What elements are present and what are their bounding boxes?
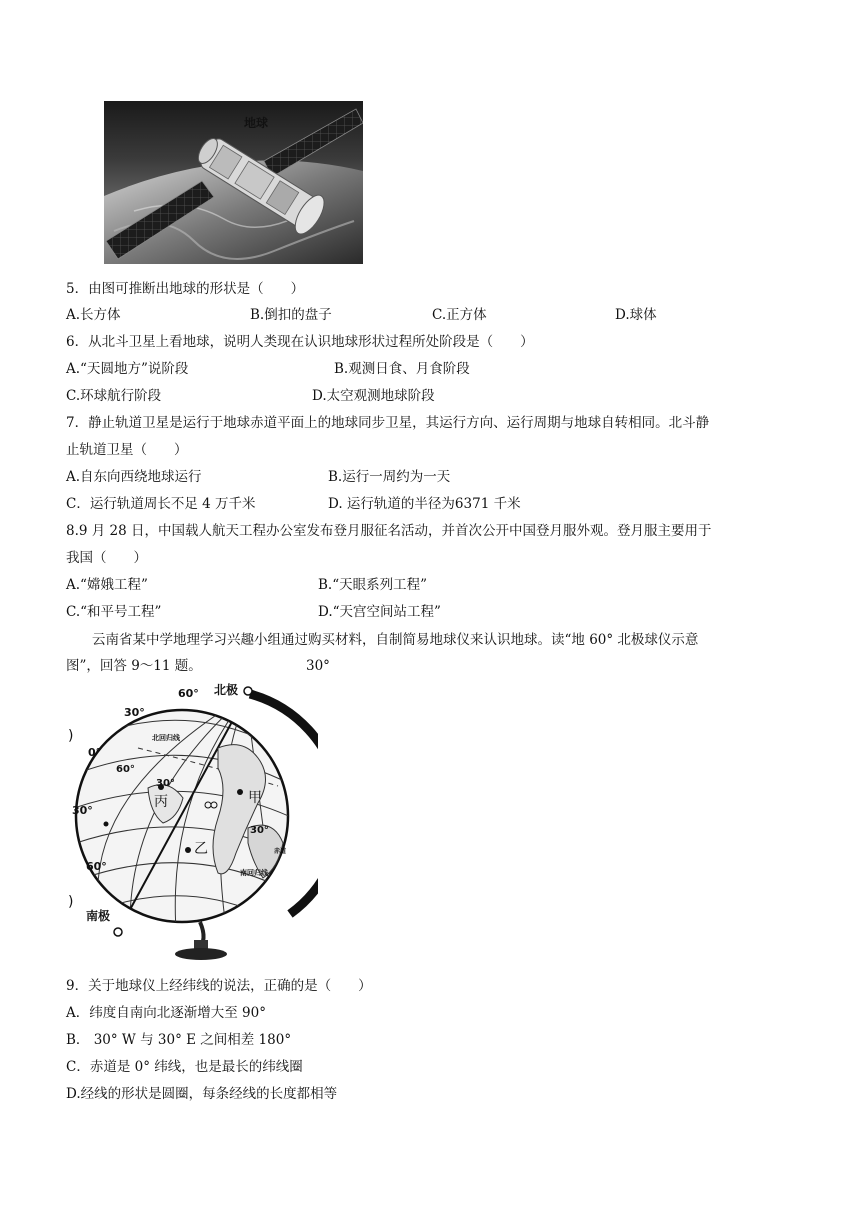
q6-option-a: A.“天圆地方”说阶段 [66, 361, 189, 377]
q9-option-d: D.经线的形状是圆圈，每条经线的长度都相等 [66, 1086, 338, 1102]
earth-label: 地球 [243, 116, 269, 130]
point-bing-label: 丙 [154, 794, 168, 810]
q5-option-d: D.球体 [615, 307, 657, 323]
q8-stem-line1: 8.9 月 28 日，中国载人航天工程办公室发布登月服征名活动，并首次公开中国登月服外观。登月服主要用于 [66, 523, 712, 539]
intro-stray-30: 30° [306, 658, 330, 674]
point-yi-dot [185, 847, 191, 853]
satellite-photo [104, 101, 363, 264]
intro-line2: 图”，回答 9～11 题。 [66, 658, 202, 674]
q9-option-b: B． 30° W 与 30° E 之间相差 180° [66, 1032, 292, 1048]
lon-30-mid-label: 30° [156, 778, 175, 789]
point-jia-label: 甲 [248, 790, 262, 806]
lat-30n-label: 30° [124, 706, 145, 719]
q9-option-c: C．赤道是 0° 纬线，也是最长的纬线圈 [66, 1059, 303, 1075]
lat-60n-label: 60° [178, 687, 199, 700]
intro-line1: 云南省某中学地理学习兴趣小组通过购买材料，自制简易地球仪来认识地球。读“地 60° 北极球仪示意 [92, 632, 699, 648]
globe-illustration [68, 678, 318, 968]
q5-option-c: C.正方体 [432, 307, 487, 323]
q8-option-d: D.“天宫空间站工程” [318, 604, 441, 620]
q8-option-a: A.“嫦娥工程” [66, 577, 148, 593]
lat-0-label: 0° [88, 746, 102, 759]
q6-option-d: D.太空观测地球阶段 [312, 388, 435, 404]
q5-option-a: A.长方体 [66, 307, 121, 323]
q9-option-a: A．纬度自南向北逐渐增大至 90° [66, 1005, 266, 1021]
q7-option-b: B.运行一周约为一天 [328, 469, 451, 485]
q8-option-c: C.“和平号工程” [66, 604, 162, 620]
q6-option-b: B.观测日食、月食阶段 [334, 361, 470, 377]
south-pole-label: 南极 [86, 909, 111, 923]
q7-stem-line1: 7．静止轨道卫星是运行于地球赤道平面上的地球同步卫星，其运行方向、运行周期与地球自转相同。北斗静 [66, 415, 710, 431]
lat-60s-label: 60° [86, 860, 107, 873]
lat-30s-label: 30° [72, 804, 93, 817]
globe-figure [68, 678, 318, 968]
q9-stem: 9．关于地球仪上经纬线的说法，正确的是（ ） [66, 978, 372, 994]
equator-label: 赤道 [274, 848, 287, 855]
paren-bottom: ) [68, 894, 74, 910]
q5-stem: 5．由图可推断出地球的形状是（ ） [66, 281, 305, 297]
point-yi-label: 乙 [194, 841, 208, 857]
q5-option-b: B.倒扣的盘子 [250, 307, 332, 323]
q7-option-a: A.自东向西绕地球运行 [66, 469, 202, 485]
tropic-capricorn-label: 南回归线 [240, 869, 268, 877]
q7-option-c: C．运行轨道周长不足 4 万千米 [66, 496, 256, 512]
paren-top: ) [68, 728, 74, 744]
q6-stem: 6．从北斗卫星上看地球，说明人类现在认识地球形状过程所处阶段是（ ） [66, 334, 534, 350]
lon-60-left-label: 60° [116, 764, 135, 775]
q8-option-b: B.“天眼系列工程” [318, 577, 428, 593]
north-pole-label: 北极 [214, 683, 239, 697]
q7-stem-line2: 止轨道卫星（ ） [66, 442, 188, 458]
satellite-illustration [104, 101, 363, 264]
q8-stem-line2: 我国（ ） [66, 550, 147, 566]
tropic-cancer-label: 北回归线 [152, 734, 180, 742]
q7-option-d: D. 运行轨道的半径为6371 千米 [328, 496, 521, 512]
lon-30-right-label: 30° [250, 825, 269, 836]
q6-option-c: C.环球航行阶段 [66, 388, 162, 404]
point-jia-dot [237, 789, 243, 795]
